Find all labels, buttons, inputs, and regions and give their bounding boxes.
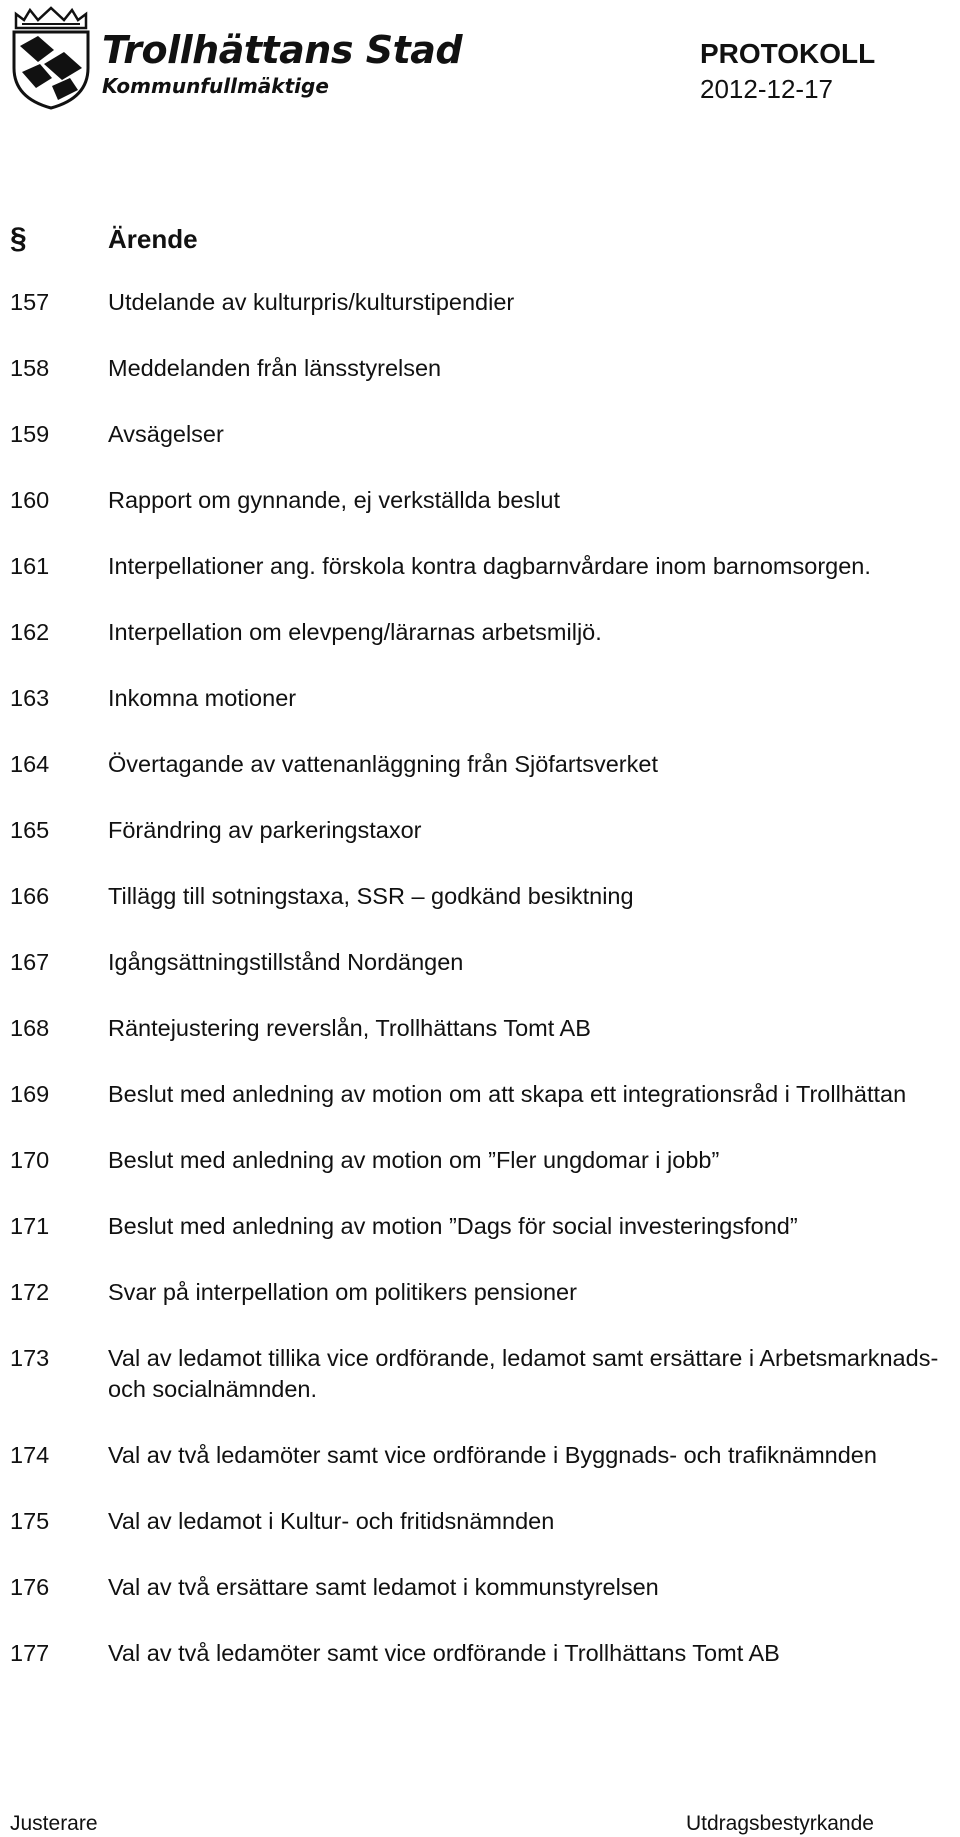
agenda-item [10, 1060, 950, 1126]
agenda-item-number: 174 [10, 1442, 50, 1468]
agenda-list [10, 268, 950, 1685]
agenda-item [10, 928, 950, 994]
footer-utdragsbestyrkande: Utdragsbestyrkande [686, 1812, 874, 1835]
page-header [0, 0, 960, 130]
agenda-item [10, 796, 950, 862]
agenda-item-title: Igångsättningstillstånd Nordängen [108, 949, 464, 975]
agenda-item-number: 157 [10, 289, 50, 315]
agenda-item-number: 164 [10, 751, 50, 777]
agenda-item-number: 165 [10, 817, 50, 843]
agenda-item [10, 664, 950, 730]
agenda-item-number: 168 [10, 1015, 50, 1041]
footer-justerare: Justerare [10, 1812, 98, 1835]
agenda-item-number: 171 [10, 1213, 50, 1239]
agenda-item-title: Utdelande av kulturpris/kulturstipendier [108, 289, 515, 315]
agenda-item [10, 598, 950, 664]
agenda-item-title: Interpellationer ang. förskola kontra dagbarnvårdare inom barnomsorgen. [108, 553, 871, 579]
agenda-item [10, 1421, 950, 1487]
agenda-item [10, 400, 950, 466]
agenda-item-number: 163 [10, 685, 50, 711]
agenda-item-number: 177 [10, 1640, 50, 1666]
agenda-item-title: Val av två ledamöter samt vice ordförande i Trollhättans Tomt AB [108, 1640, 780, 1666]
agenda-item [10, 1126, 950, 1192]
agenda-item-title: Interpellation om elevpeng/lärarnas arbetsmiljö. [108, 619, 602, 645]
agenda-item [10, 1619, 950, 1685]
agenda-item-number: 170 [10, 1147, 50, 1173]
organization-name: Trollhättans Stad [102, 28, 463, 72]
agenda-item-title: Beslut med anledning av motion om ”Fler ungdomar i jobb” [108, 1147, 720, 1173]
agenda-item-number: 172 [10, 1279, 50, 1305]
agenda-item-title: Rapport om gynnande, ej verkställda beslut [108, 487, 560, 513]
document-type: PROTOKOLL [700, 38, 876, 69]
agenda-item-title: Beslut med anledning av motion om att skapa ett integrationsråd i Trollhättan [108, 1081, 907, 1107]
agenda-item-number: 159 [10, 421, 50, 447]
agenda-item-number: 167 [10, 949, 50, 975]
agenda-item-title: Tillägg till sotningstaxa, SSR – godkänd besiktning [108, 883, 634, 909]
agenda-header-row [10, 222, 950, 268]
agenda-item-title: Val av ledamot i Kultur- och fritidsnämnden [108, 1508, 555, 1534]
agenda-item [10, 268, 950, 334]
agenda-item-title: Val av två ersättare samt ledamot i kommunstyrelsen [108, 1574, 659, 1600]
agenda-item [10, 1487, 950, 1553]
agenda-item-number: 162 [10, 619, 50, 645]
agenda-item-title: Val av ledamot tillika vice ordförande, ledamot samt ersättare i Arbetsmarknads- och socialnämnden. [108, 1345, 939, 1402]
agenda-item [10, 1553, 950, 1619]
agenda-item-number: 176 [10, 1574, 50, 1600]
agenda-item-title: Beslut med anledning av motion ”Dags för social investeringsfond” [108, 1213, 798, 1239]
agenda-item [10, 466, 950, 532]
agenda-item-number: 175 [10, 1508, 50, 1534]
agenda-item-number: 166 [10, 883, 50, 909]
agenda-item-number: 158 [10, 355, 50, 381]
agenda-item [10, 1192, 950, 1258]
agenda-item-title: Avsägelser [108, 421, 224, 447]
agenda-item [10, 1258, 950, 1324]
page-footer [0, 1812, 960, 1837]
agenda-item-number: 173 [10, 1345, 50, 1371]
section-symbol: § [10, 222, 27, 255]
agenda-item [10, 730, 950, 796]
agenda-item [10, 1324, 950, 1421]
agenda-item-number: 169 [10, 1081, 50, 1107]
agenda-item-title: Meddelanden från länsstyrelsen [108, 355, 442, 381]
document-date: 2012-12-17 [700, 74, 833, 104]
agenda-item [10, 334, 950, 400]
organization-subtitle: Kommunfullmäktige [102, 74, 329, 98]
agenda-item [10, 994, 950, 1060]
agenda-item [10, 862, 950, 928]
agenda-table [10, 222, 950, 1685]
agenda-item-number: 161 [10, 553, 50, 579]
agenda-item-title: Förändring av parkeringstaxor [108, 817, 422, 843]
agenda-item-title: Inkomna motioner [108, 685, 297, 711]
agenda-item-title: Räntejustering reverslån, Trollhättans Tomt AB [108, 1015, 591, 1041]
agenda-item-number: 160 [10, 487, 50, 513]
city-coat-of-arms-icon [8, 6, 94, 110]
agenda-item [10, 532, 950, 598]
agenda-item-title: Övertagande av vattenanläggning från Sjöfartsverket [108, 751, 658, 777]
agenda-item-title: Svar på interpellation om politikers pensioner [108, 1279, 577, 1305]
agenda-heading: Ärende [108, 224, 198, 254]
agenda-item-title: Val av två ledamöter samt vice ordförande i Byggnads- och trafiknämnden [108, 1442, 877, 1468]
